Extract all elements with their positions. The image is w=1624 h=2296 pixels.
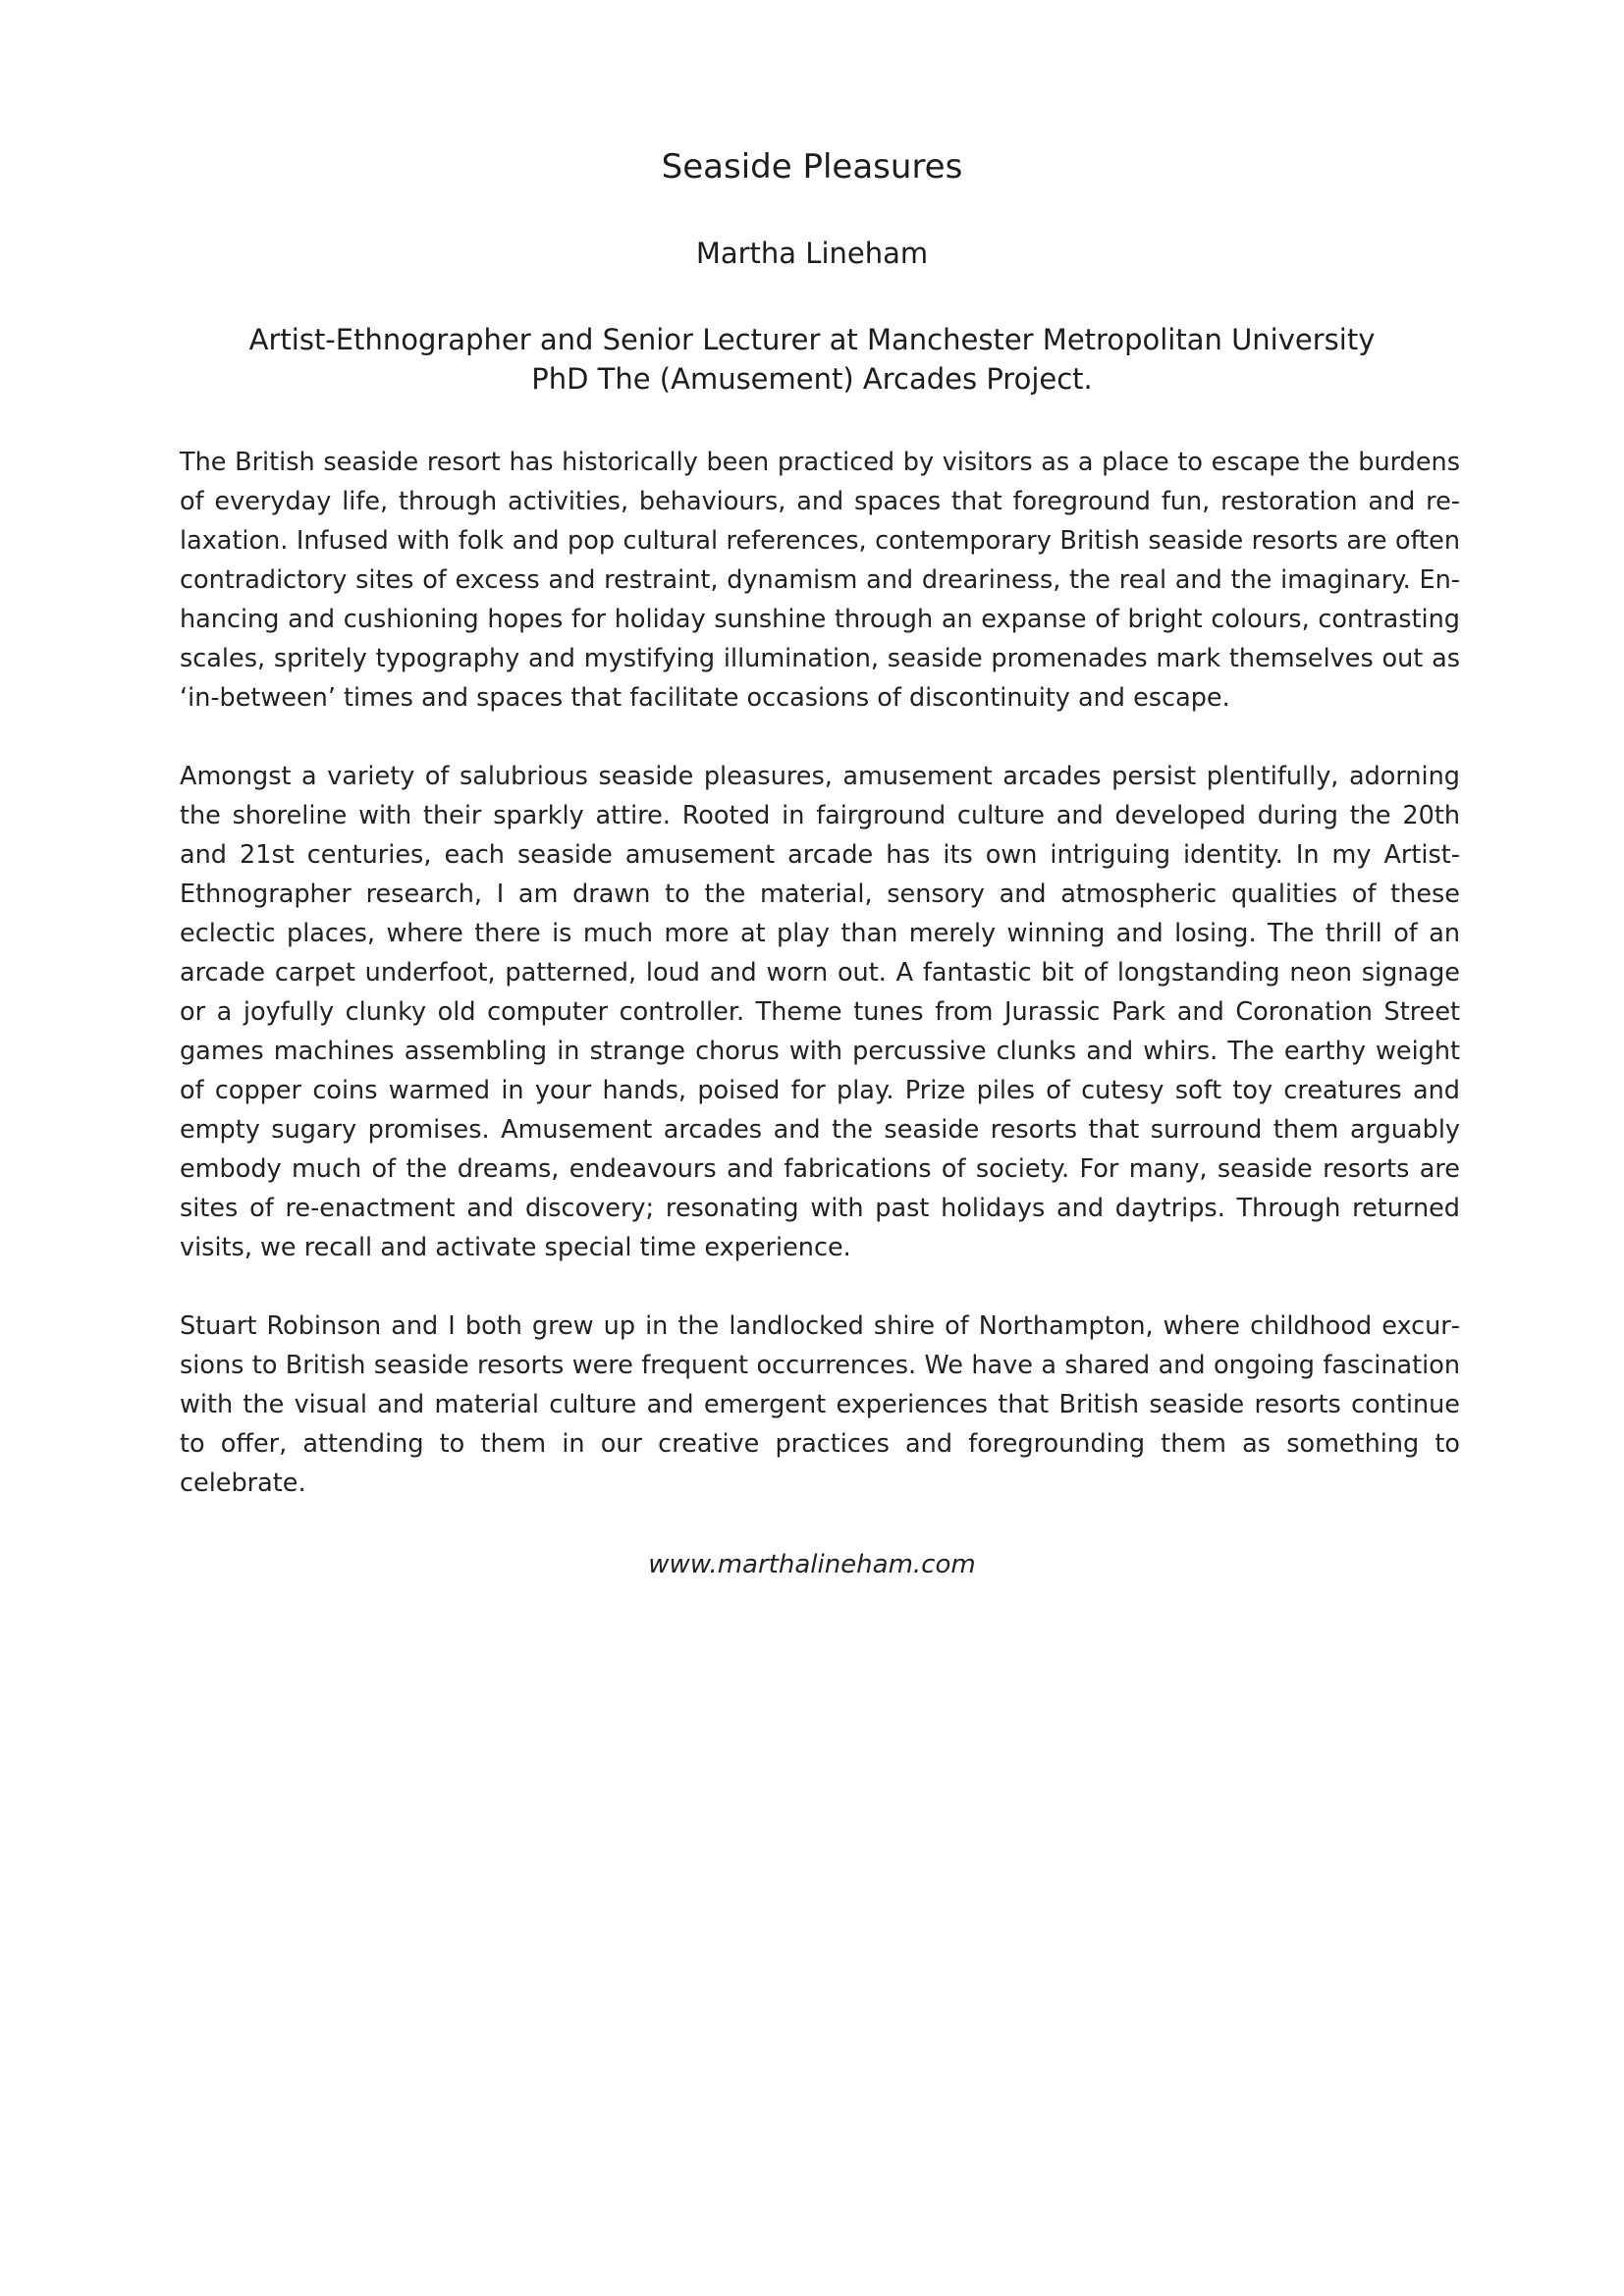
affiliation-line-2: PhD The (Amusement) Arcades Project. <box>531 362 1093 396</box>
author-affiliation <box>0 320 1624 399</box>
affiliation-line-1: Artist-Ethnographer and Senior Lecturer at Manchester Metropolitan University <box>248 323 1376 356</box>
author-name: Martha Lineham <box>695 237 929 270</box>
body-paragraph-1: The British seaside resort has historically been practiced by visitors as a place to escape the burdens of everyday life, through activities, behaviours, and spaces that foreground fun, restoration and relaxation. Infused with folk and pop cultural references, contemporary British seaside resorts are often contradictory sites of excess and restraint, dynamism and dreariness, the real and the imaginary. Enhancing and cushioning hopes for holiday sunshine through an expanse of bright colours, contrasting scales, spritely typography and mystifying illumination, seaside promenades mark themselves out as ‘in-between’ times and spaces that facilitate occasions of discontinuity and escape. <box>180 448 1460 713</box>
website-link[interactable]: www.marthalineham.com <box>648 1550 976 1579</box>
body-paragraph-2: Amongst a variety of salubrious seaside pleasures, amusement arcades persist plentifully, adorning the shoreline with their sparkly attire. Rooted in fairground culture and developed during the 20th and 21st centuries, each seaside amusement arcade has its own intriguing identity. In my Artist-Ethnographer research, I am drawn to the material, sensory and atmospheric qualities of these eclectic places, where there is much more at play than merely winning and losing. The thrill of an arcade carpet underfoot, patterned, loud and worn out. A fantastic bit of longstanding neon signage or a joyfully clunky old computer controller. Theme tunes from Jurassic Park and Coronation Street games machines assembling in strange chorus with percussive clunks and whirs. The earthy weight of copper coins warmed in your hands, poised for play. Prize piles of cutesy soft toy creatures and empty sugary promises. Amusement arcades and the seaside resorts that surround them arguably embody much of the dreams, endeavours and fabrications of society. For many, seaside resorts are sites of re-enactment and discovery; resonating with past holidays and daytrips. Through returned visits, we recall and activate special time experience. <box>180 762 1460 1262</box>
body-paragraph-3: Stuart Robinson and I both grew up in the landlocked shire of Northampton, where childhood excursions to British seaside resorts were frequent occurrences. We have a shared and ongoing fascination with the visual and material culture and emergent experiences that British seaside resorts continue to offer, attending to them in our creative practices and foregrounding them as something to celebrate. <box>180 1311 1460 1498</box>
document-title: Seaside Pleasures <box>661 147 963 187</box>
